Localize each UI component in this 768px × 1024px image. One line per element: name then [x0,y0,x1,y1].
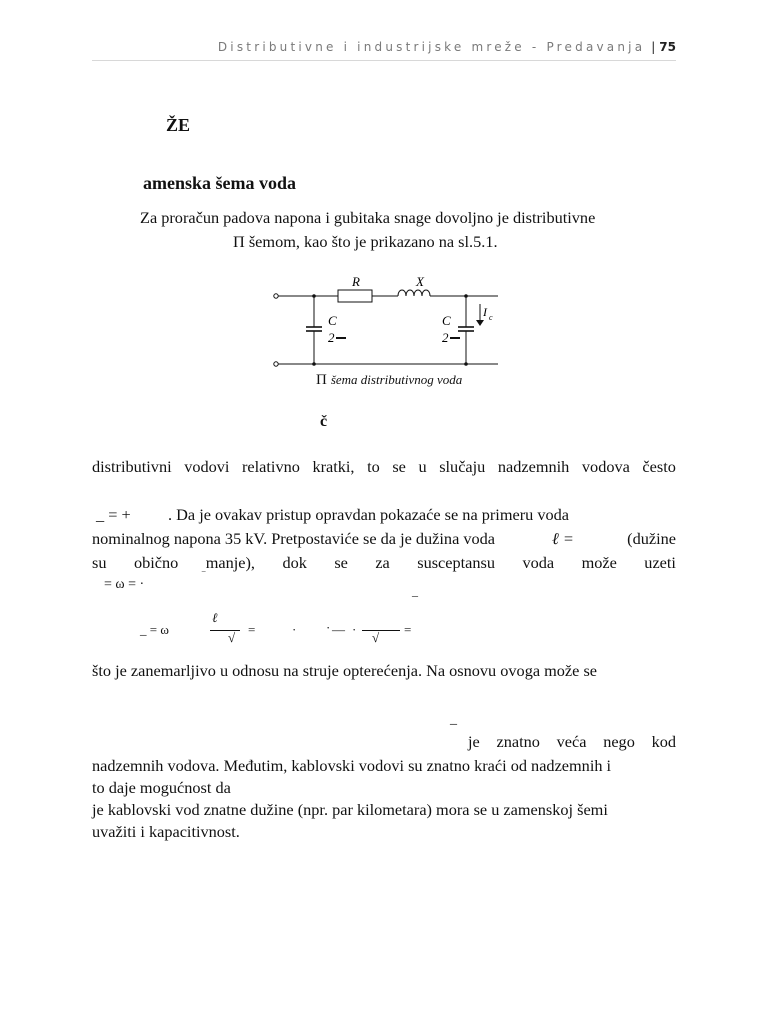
body-line-3-b: (dužine [627,529,676,548]
label-two-right: 2 [442,330,449,345]
formula-impedance: _ = + [96,505,131,524]
word: kod [651,732,676,751]
label-c-right: C [442,313,451,328]
word: nego [603,732,635,751]
word: vodova [581,457,630,476]
header-rule [92,60,676,61]
word: slučaju [439,457,486,476]
node-left-bottom [312,362,316,366]
eq-root-1: √ [228,630,236,645]
resistor-symbol [338,290,372,302]
length-symbol: ℓ = [552,529,574,548]
body-line-7 [468,731,676,753]
body-line-10: je kablovski vod znatne dužine (npr. par kilometara) mora se u zamenskoj šemi [92,800,608,819]
caption-pi-symbol: Π [316,372,327,388]
chapter-heading: ŽE [166,115,191,135]
eq-root-2: √ [372,630,380,645]
word: voda [522,553,555,572]
word: su [92,553,107,572]
eq-dash: — [332,622,345,637]
node-left [312,294,316,298]
eq-frac-bar-2 [362,630,400,631]
body-line-9: to daje mogućnost da [92,778,231,797]
running-header [218,40,676,54]
eq-ell: ℓ [212,610,218,625]
word: dok [282,553,307,572]
word: relativno [242,457,300,476]
label-r: R [352,274,360,289]
word: je [468,732,480,751]
node-right [464,294,468,298]
formula-exponent-mark: ‾ [202,572,206,583]
label-x: X [416,274,424,289]
terminal-left-bottom [274,362,278,366]
word: vodovi [184,457,230,476]
page-number: 75 [659,40,676,54]
body-line-11: uvažiti i kapacitivnost. [92,822,240,841]
node-right-bottom [464,362,468,366]
word: u [418,457,427,476]
word: to [367,457,380,476]
formula-mark: _ [412,584,418,598]
pi-symbol: Π [233,232,245,251]
body-line-7-mark: _ [450,712,457,727]
intro-line-2-text: šemom, kao što je prikazano na sl.5.1. [248,232,498,251]
body-line-4 [92,552,676,574]
word: kratki, [312,457,355,476]
intro-line-2 [233,231,498,253]
word: distributivni [92,457,172,476]
body-line-3 [92,528,676,550]
equation-current [140,610,440,650]
label-two-left: 2 [328,330,335,345]
word: može [581,553,617,572]
terminal-left-top [274,294,278,298]
section-heading: amenska šema voda [143,173,297,193]
current-arrowhead [476,320,484,326]
body-line-6: što je zanemarljivo u odnosu na struje opterećenja. Na osnovu ovoga može se [92,661,598,680]
eq-dot-3: · [352,622,357,637]
eq-equals-1: = [248,622,256,637]
header-separator: | [651,40,656,54]
label-ic-sub: c [489,313,493,322]
body-line-8: nadzemnih vodova. Međutim, kablovski vodovi su znatno kraći od nadzemnih i [92,756,612,775]
eq-dot-2: · [326,620,331,635]
eq-dot-1: · [292,622,297,637]
word: se [334,553,348,572]
word: obično [133,553,179,572]
eq-frac-bar [210,630,240,631]
stray-glyph: č [320,413,328,430]
word: uzeti [644,553,676,572]
word: nadzemnih [497,457,570,476]
label-ic: I [483,305,487,319]
body-line-2 [96,504,569,526]
word: za [375,553,390,572]
body-line-1 [92,456,676,478]
word: se [392,457,406,476]
eq-equals-2: = [404,622,412,637]
intro-line-1: Za proračun padova napona i gubitaka snage dovoljno je distributivne [140,208,596,227]
word: veća [556,732,587,751]
body-line-2-text: . Da je ovakav pristup opravdan pokazaće se na primeru voda [168,505,569,524]
word: susceptansu [417,553,496,572]
eq-lhs: _ = ω [140,622,169,637]
pi-circuit-figure [270,272,506,372]
word: znatno [496,732,540,751]
inductor-symbol [398,290,430,296]
word: često [642,457,676,476]
formula-susceptance: = ω = · [104,577,145,592]
label-c-left: C [328,313,337,328]
figure-caption [316,371,462,389]
body-line-3-a: nominalnog napona 35 kV. Pretpostaviće se da je dužina voda [92,529,496,548]
caption-text: šema distributivnog voda [330,372,463,387]
word: manje), [205,553,255,572]
header-title: Distributivne i industrijske mreže - Predavanja [217,40,646,54]
